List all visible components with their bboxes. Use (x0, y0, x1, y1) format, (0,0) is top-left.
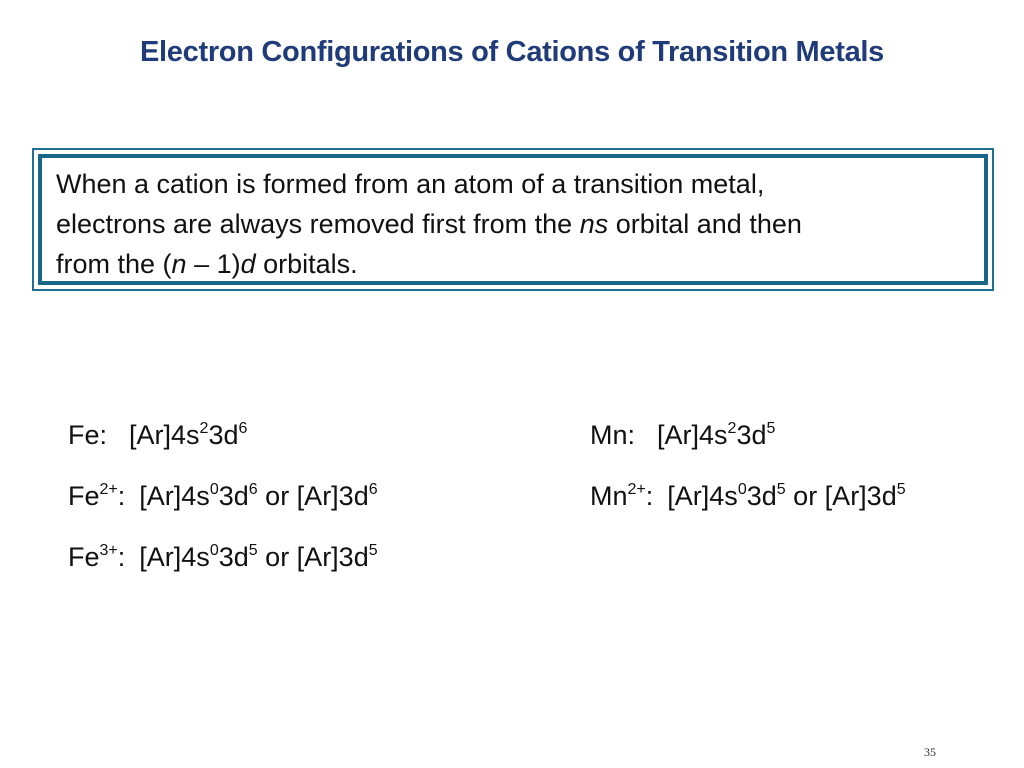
rule-callout-inner (38, 154, 988, 285)
colon: : (645, 481, 654, 511)
element-symbol: Mn (590, 481, 628, 511)
config-part: 3d (736, 420, 767, 450)
rule-line-1: When a cation is formed from an atom of a transition metal, (56, 169, 765, 199)
superscript: 0 (209, 481, 219, 498)
config-fe2plus (68, 480, 378, 512)
config-part: [Ar]4s (139, 542, 210, 572)
rule-line-3-end: orbitals. (255, 249, 358, 279)
rule-line-2-start: electrons are always removed first from the (56, 209, 580, 239)
colon: : (117, 542, 126, 572)
config-part: 3d (218, 542, 249, 572)
slide-title: Electron Configurations of Cations of Transition Metals (140, 36, 884, 68)
superscript: 5 (776, 481, 786, 498)
charge: 3+ (99, 542, 118, 559)
superscript: 6 (368, 481, 378, 498)
config-part: 3d (208, 420, 239, 450)
superscript: 5 (248, 542, 258, 559)
config-part: 3d (218, 481, 249, 511)
superscript: 5 (896, 481, 906, 498)
n-term: n (171, 249, 187, 279)
slide-number: 35 (924, 745, 936, 759)
charge: 2+ (99, 481, 118, 498)
superscript: 5 (766, 420, 776, 437)
config-part: [Ar]4s (129, 420, 200, 450)
rule-line-3-start: from the ( (56, 249, 172, 279)
rule-line-2 (56, 204, 970, 244)
rule-line-3-middle: – 1) (186, 249, 241, 279)
element-symbol: Fe (68, 542, 100, 572)
element-symbol: Mn: (590, 420, 636, 450)
element-symbol: Fe (68, 481, 100, 511)
config-part: [Ar]4s (667, 481, 738, 511)
config-mn2plus (590, 480, 906, 512)
rule-callout-box (32, 148, 994, 291)
config-mn (590, 419, 775, 451)
config-fe3plus (68, 541, 378, 573)
charge: 2+ (627, 481, 646, 498)
config-part: [Ar]4s (139, 481, 210, 511)
superscript: 5 (368, 542, 378, 559)
config-part: [Ar]4s (657, 420, 728, 450)
rule-line-3 (56, 244, 970, 284)
config-part: or [Ar]3d (257, 481, 369, 511)
superscript: 2 (199, 420, 209, 437)
config-part: 3d (746, 481, 777, 511)
superscript: 6 (238, 420, 248, 437)
config-part: or [Ar]3d (785, 481, 897, 511)
element-symbol: Fe: (68, 420, 108, 450)
config-part: or [Ar]3d (257, 542, 369, 572)
rule-line-2-end: orbital and then (608, 209, 802, 239)
superscript: 0 (209, 542, 219, 559)
config-fe (68, 419, 247, 451)
colon: : (117, 481, 126, 511)
d-term: d (240, 249, 256, 279)
superscript: 2 (727, 420, 737, 437)
superscript: 6 (248, 481, 258, 498)
ns-term: ns (579, 209, 609, 239)
superscript: 0 (737, 481, 747, 498)
